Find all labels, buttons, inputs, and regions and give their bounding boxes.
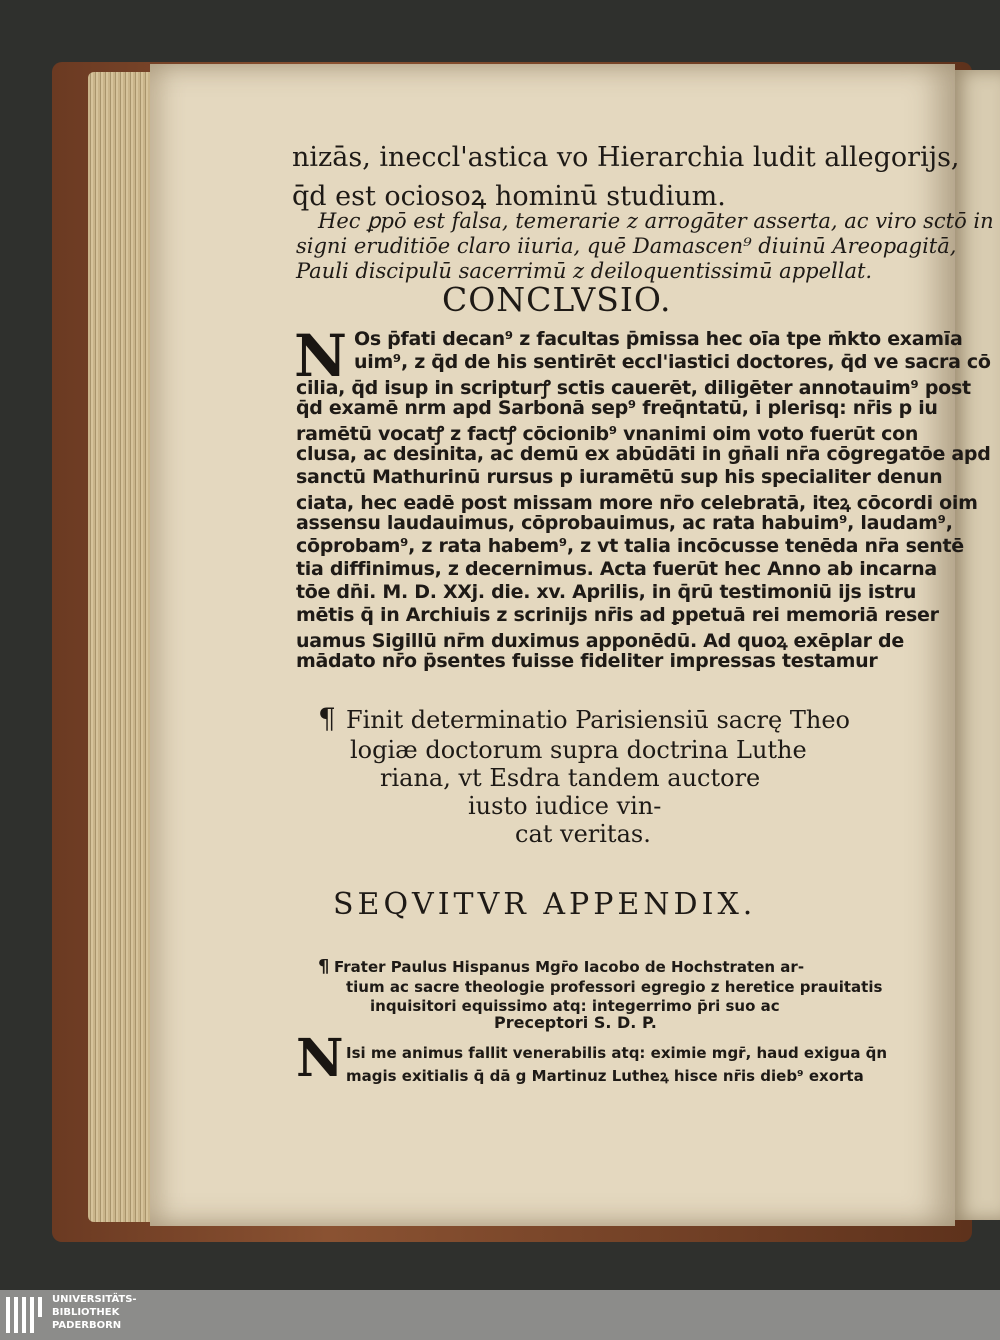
conclusio-line-3: cilia, q̄d isup in scripturꝭ sctis cauerēt, diligēter annotauim⁹ post	[296, 377, 971, 399]
conclusio-line-11: tia diffinimus, z decernimus. Acta fuerūt hec Anno ab incarna	[296, 558, 937, 580]
letter-header-1: Frater Paulus Hispanus Mgr̄o Iacobo de Hochstraten ar-	[334, 958, 805, 976]
heading-line-1: nizās, ineccl'astica vo Hierarchia ludit allegorijs,	[292, 142, 960, 173]
finit-line-4: iusto iudice vin-	[468, 792, 662, 820]
pilcrow-1: ¶	[318, 702, 336, 735]
conclusio-line-5: ramētū vocatꝭ z factꝭ cōcionib⁹ vnanimi oim voto fuerūt con	[296, 423, 919, 445]
pilcrow-2: ¶	[318, 956, 330, 977]
conclusio-line-10: cōprobam⁹, z rata habem⁹, z vt talia incōcusse tenēda nr̄a sentē	[296, 535, 964, 557]
conclusio-line-13: mētis q̄ in Archiuis z scrinijs nr̄is ad ꝑpetuā rei memoriā reser	[296, 604, 939, 626]
conclusio-line-15: mādato nr̄o p̄sentes fuisse fideliter impressas testamur	[296, 650, 878, 672]
conclusio-line-12: tōe dn̄i. M. D. XXj. die. xv. Aprilis, in q̄rū testimoniū ijs istru	[296, 581, 917, 603]
conclusio-line-6: clusa, ac desinita, ac demū ex abūdāti in gn̄ali nr̄a cōgregatōe apd	[296, 443, 991, 465]
conclusio-title: CONCLVSIO.	[442, 280, 672, 319]
conclusio-line-2: uim⁹, z q̄d de his sentirēt eccl'iastici doctores, q̄d ve sacra cō	[354, 351, 991, 373]
finit-line-3: riana, vt Esdra tandem auctore	[380, 764, 761, 792]
conclusio-line-9: assensu laudauimus, cōprobauimus, ac rata habuim⁹, laudam⁹,	[296, 512, 953, 534]
para1-line-3: Pauli discipulū sacerrimū z deiloquentissimū appellat.	[296, 259, 873, 283]
library-name-line-3: PADERBORN	[52, 1320, 122, 1331]
letter-header-2: tium ac sacre theologie professori egregio z heretice prauitatis	[346, 978, 883, 996]
drop-cap-n: N	[294, 322, 348, 390]
letter-header-4: Preceptori S. D. P.	[494, 1013, 657, 1032]
conclusio-line-1: Os p̄fati decan⁹ z facultas p̄missa hec oīa tpe m̄kto examīa	[354, 328, 963, 350]
appendix-title: SEQVITVR APPENDIX.	[333, 887, 757, 922]
para1-line-2: signi eruditiōe claro iiuria, quē Damascen⁹ diuinū Areopagitā,	[296, 234, 957, 258]
facing-page	[950, 70, 1000, 1220]
letter-body-1: Isi me animus fallit venerabilis atq꞉ eximie mgr̄, haud exigua q̄n	[346, 1044, 888, 1062]
library-footer	[0, 1290, 1000, 1340]
heading-line-2: q̄d est ociosoꝝ hominū studium.	[292, 181, 726, 212]
letter-body-2: magis exitialis q̄ dā g Martinuz Lutheꝝ hisce nr̄is dieb⁹ exorta	[346, 1067, 864, 1085]
conclusio-line-8: ciata, hec eadē post missam more nr̄o celebratā, iteꝝ cōcordi oim	[296, 492, 978, 514]
finit-line-1: Finit determinatio Parisiensiū sacrę Theo	[346, 706, 850, 734]
conclusio-line-7: sanctū Mathurinū rursus p iuramētū sup his specialiter denun	[296, 466, 943, 488]
para1-line-1: Hec ꝑpō est falsa, temerarie z arrogāter asserta, ac viro sctō in	[318, 209, 994, 233]
library-name-line-2: BIBLIOTHEK	[52, 1307, 120, 1318]
conclusio-line-4: q̄d examē nrm apd Sarbonā sep⁹ freq̄ntatū, i plerisq꞉ nr̄is p iu	[296, 397, 938, 419]
letter-header-3: inquisitori equissimo atq꞉ integerrimo p̄ri suo ac	[370, 997, 780, 1015]
conclusio-line-14: uamus Sigillū nr̄m duximus apponēdū. Ad quoꝝ exēplar de	[296, 630, 904, 652]
finit-line-5: cat veritas.	[515, 820, 651, 848]
library-logo-icon	[6, 1297, 44, 1333]
drop-cap-n-2: N	[296, 1028, 344, 1089]
finit-line-2: logiæ doctorum supra doctrina Luthe	[350, 736, 807, 764]
library-name-line-1: UNIVERSITÄTS-	[52, 1294, 137, 1305]
